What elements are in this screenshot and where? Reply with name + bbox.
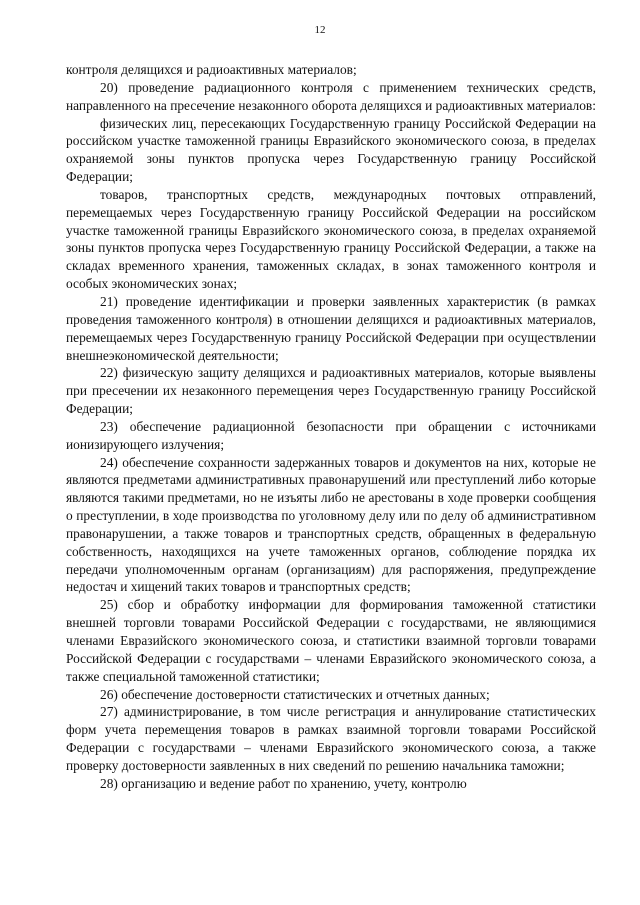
paragraph: 27) администрирование, в том числе регистрация и аннулирование статистических форм учета перемещения товаров в рамках взаимной торговли товарами Российской Федерации с государствами – членами Евразийского экономического союза, а также проверку достоверности заявленных в них сведений по решению начальника таможни; — [66, 704, 596, 773]
paragraph: 26) обеспечение достоверности статистических и отчетных данных; — [100, 686, 490, 702]
paragraph: физических лиц, пересекающих Государственную границу Российской Федерации на российском участке таможенной границы Евразийского экономического союза, в пределах охраняемой зоны пунктов пропуска через Государственную границу Российской Федерации; — [66, 115, 596, 185]
paragraph: товаров, транспортных средств, международных почтовых отправлений, перемещаемых через Государственную границу Российской Федерации на российском участке таможенной границы Евразийского экономического союза, в пределах охраняемой зоны пунктов пропуска через Государственную границу Российской Федерации, а также на складах временного хранения, таможенных складах, в зонах таможенного контроля и особых экономических зонах; — [66, 186, 596, 292]
paragraph: 20) проведение радиационного контроля с применением технических средств, направленного на пресечение незаконного оборота делящихся и радиоактивных материалов: — [66, 79, 596, 113]
paragraph: контроля делящихся и радиоактивных материалов; — [66, 62, 357, 77]
page-number: 12 — [314, 24, 326, 36]
paragraph: 25) сбор и обработку информации для формирования таможенной статистики внешней торговли товарами Российской Федерации с государствами, не являющимися членами Евразийского экономического союза, и статистики взаимной торговли товарами Российской Федерации с государствами – членами Евразийского экономического союза, а также специальной таможенной статистики; — [66, 597, 596, 684]
paragraph: 22) физическую защиту делящихся и радиоактивных материалов, которые выявлены при пресечении их незаконного перемещения через Государственную границу Российской Федерации; — [66, 365, 596, 417]
paragraph: 28) организацию и ведение работ по хранению, учету, контролю — [100, 775, 467, 791]
document-body — [66, 61, 596, 793]
paragraph: 24) обеспечение сохранности задержанных товаров и документов на них, которые не являются предметами административных правонарушений или преступлений либо которые являются такими предметами, но не изъяты либо не арестованы в ходе проверки сообщения о преступлении, в ходе производства по уголовному делу или по делу об административном правонарушении, а также товаров и транспортных средств, обращенных в федеральную собственность, находящихся на учете таможенных органов, соблюдение порядка их передачи уполномоченным органам (организациям) для распоряжения, предупреждение недостач и хищений таких товаров и транспортных средств; — [66, 454, 596, 595]
paragraph: 21) проведение идентификации и проверки заявленных характеристик (в рамках проведения таможенного контроля) в отношении делящихся и радиоактивных материалов, перемещаемых через Государственную границу Российской Федерации при осуществлении внешнеэкономической деятельности; — [66, 293, 596, 363]
paragraph: 23) обеспечение радиационной безопасности при обращении с источниками ионизирующего излучения; — [66, 418, 596, 452]
